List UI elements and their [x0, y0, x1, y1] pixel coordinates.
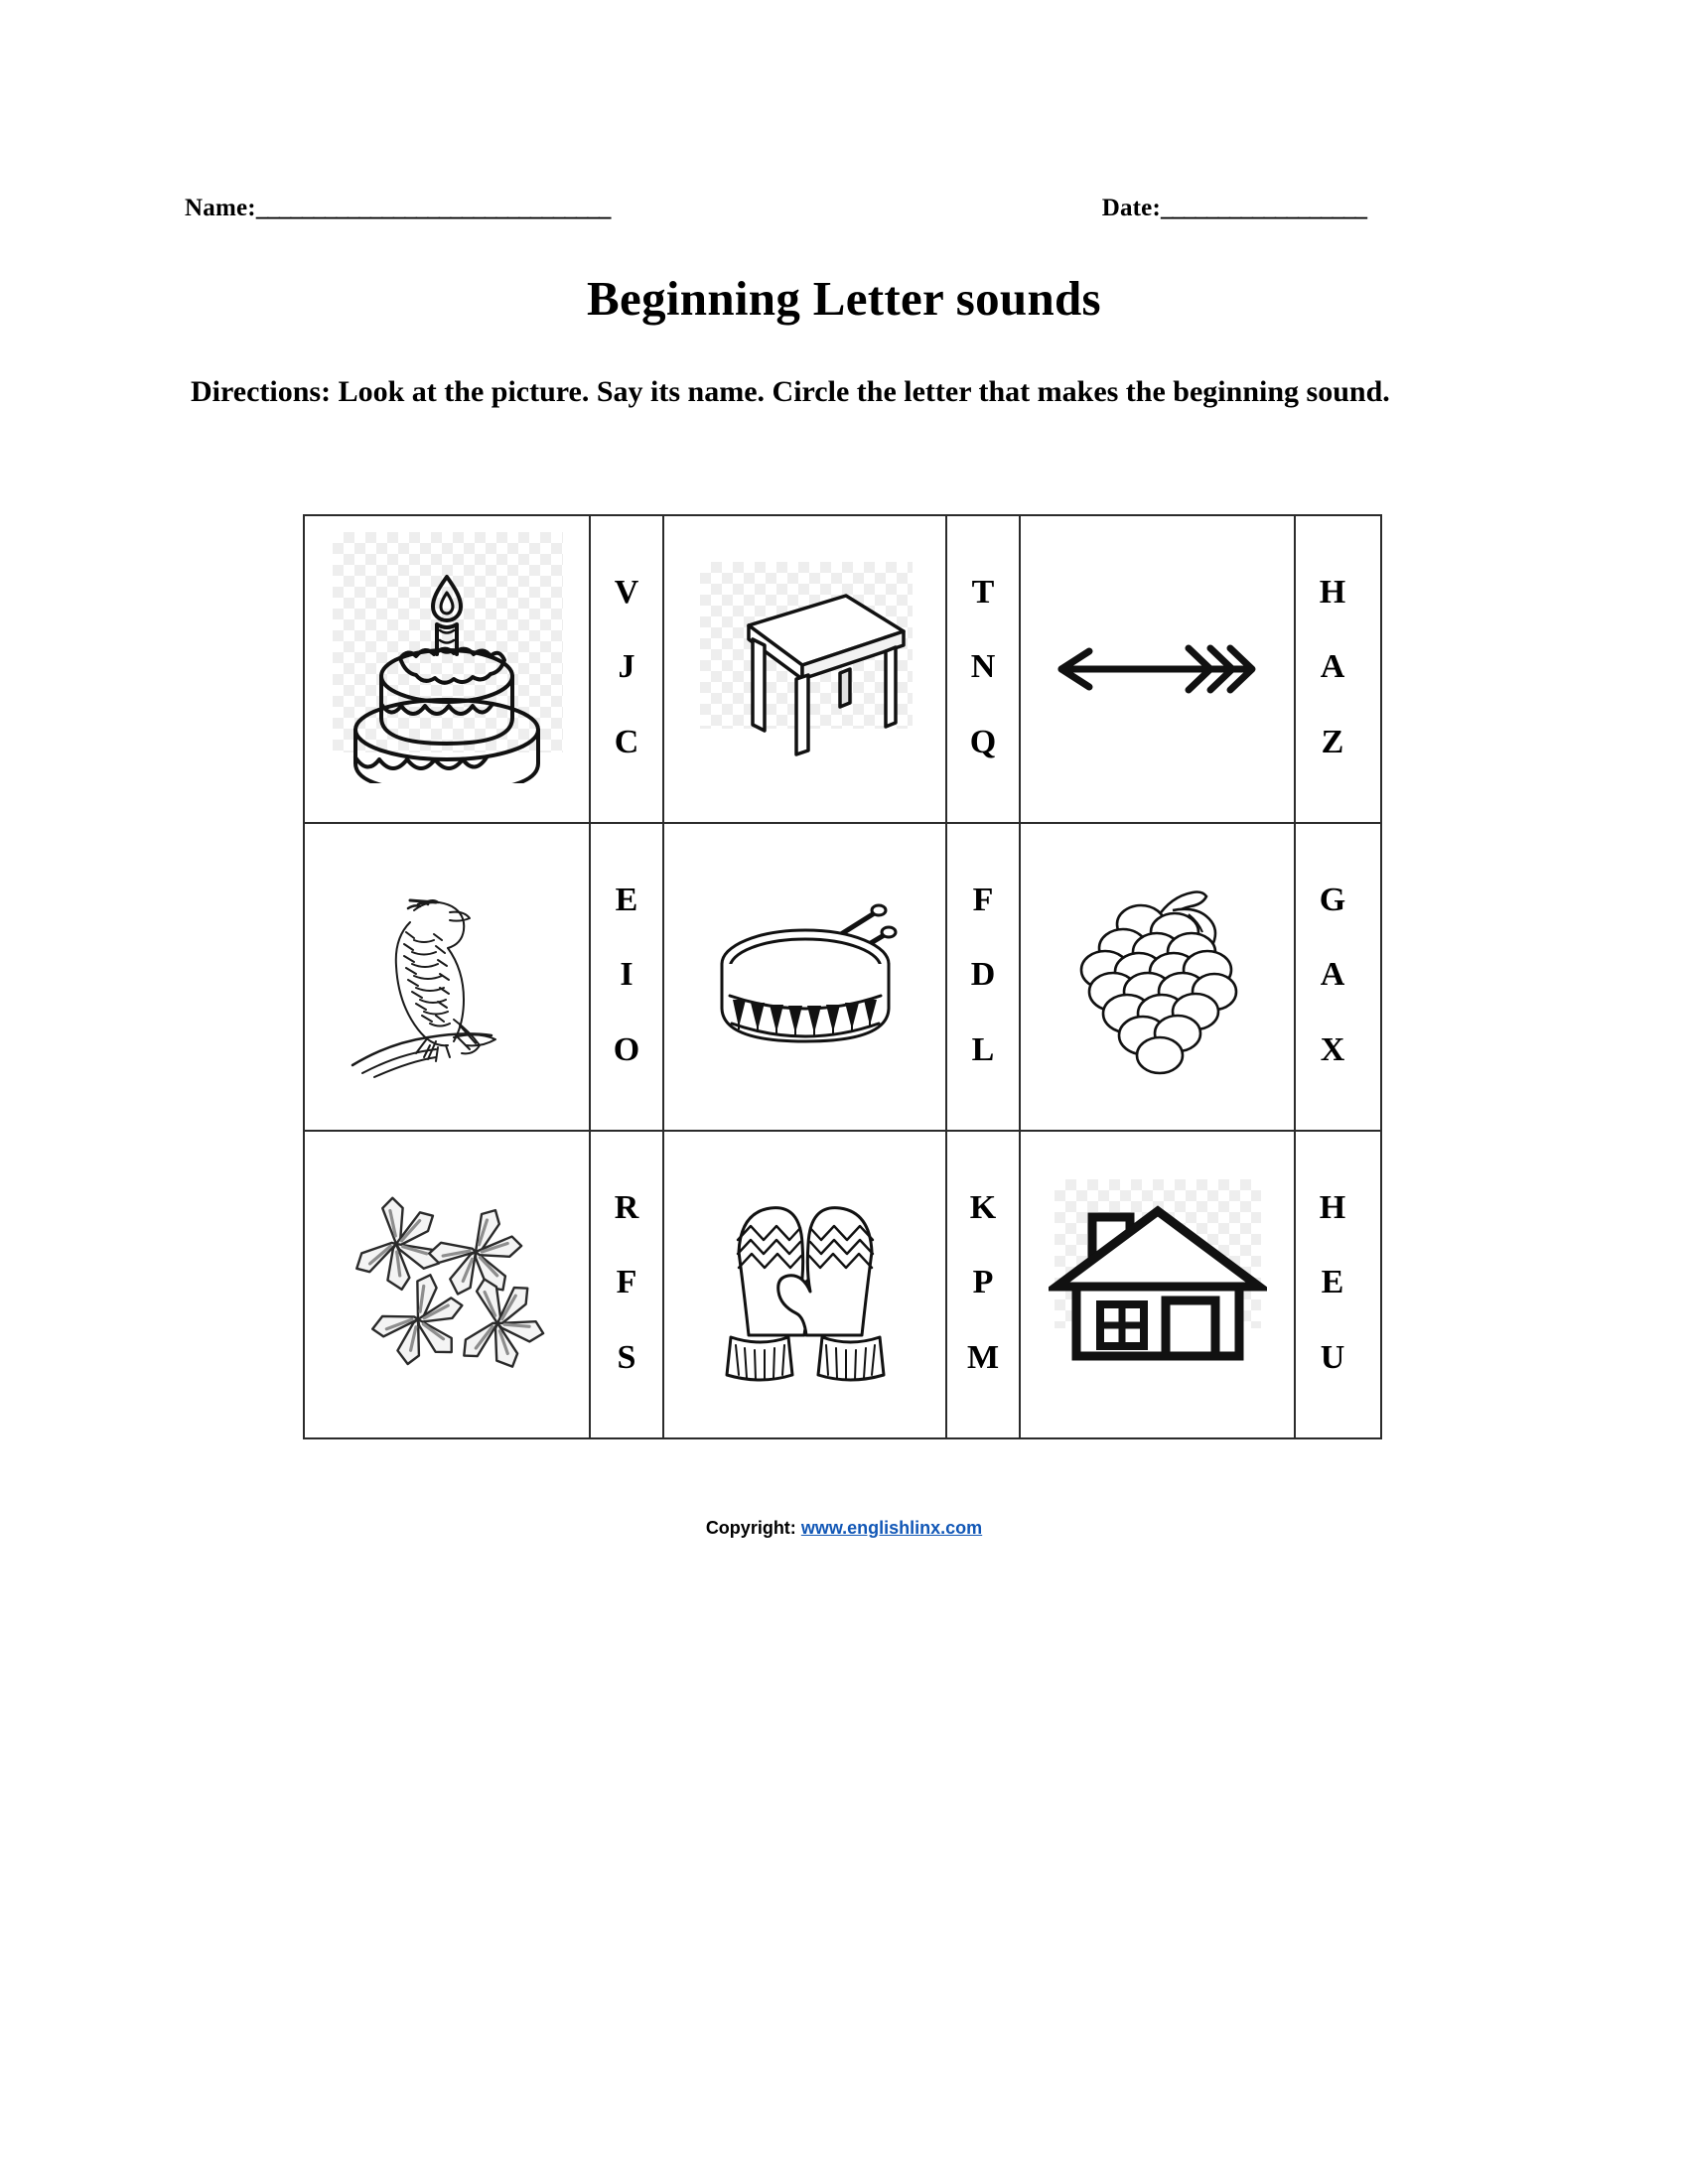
letter-option[interactable]: A	[1320, 648, 1345, 685]
englishlinx-link[interactable]: www.englishlinx.com	[800, 1518, 983, 1538]
table-row	[305, 1132, 1380, 1437]
letter-option[interactable]: U	[1320, 1338, 1345, 1376]
picture-cell-mittens	[664, 1132, 947, 1437]
date-blank-line[interactable]: __________________	[1161, 195, 1366, 221]
picture-cell-arrow	[1021, 516, 1296, 822]
picture-cell-house	[1021, 1132, 1296, 1437]
arrow-icon	[1044, 624, 1272, 714]
letter-option[interactable]: L	[971, 1030, 995, 1068]
grapes-icon	[1054, 871, 1262, 1084]
picture-cell-cake	[305, 516, 591, 822]
name-label: Name:	[185, 195, 256, 221]
letter-option[interactable]: V	[614, 573, 639, 611]
letter-option[interactable]: E	[615, 881, 638, 918]
letter-choices-grapes[interactable]	[1296, 824, 1369, 1130]
letter-option[interactable]: H	[1319, 1188, 1346, 1226]
letter-option[interactable]: Q	[969, 723, 997, 760]
flowers-icon	[333, 1178, 561, 1392]
letter-option[interactable]: R	[614, 1188, 639, 1226]
letter-option[interactable]: O	[613, 1030, 640, 1068]
copyright-label: Copyright:	[705, 1518, 796, 1538]
letter-choices-table[interactable]	[947, 516, 1021, 822]
letter-choices-arrow[interactable]	[1296, 516, 1369, 822]
drum-icon	[691, 873, 919, 1081]
letter-option[interactable]: K	[969, 1188, 997, 1226]
eagle-icon	[323, 871, 571, 1084]
letter-option[interactable]: Z	[1321, 723, 1344, 760]
copyright-footer	[0, 1518, 1688, 1539]
picture-cell-flowers	[305, 1132, 591, 1437]
letter-option[interactable]: F	[972, 881, 994, 918]
picture-cell-drum	[664, 824, 947, 1130]
picture-cell-table	[664, 516, 947, 822]
letter-option[interactable]: P	[972, 1264, 994, 1300]
birthday-cake-icon	[333, 555, 561, 783]
table-row	[305, 824, 1380, 1132]
letter-option[interactable]: H	[1319, 573, 1346, 611]
letter-option[interactable]: J	[618, 648, 635, 685]
house-icon	[1049, 1205, 1267, 1364]
name-blank-line[interactable]: _______________________________	[255, 195, 611, 221]
picture-cell-eagle	[305, 824, 591, 1130]
letter-option[interactable]: X	[1320, 1030, 1345, 1068]
picture-cell-grapes	[1021, 824, 1296, 1130]
letter-choices-drum[interactable]	[947, 824, 1021, 1130]
mittens-icon	[691, 1178, 919, 1392]
letter-choices-flowers[interactable]	[591, 1132, 664, 1437]
letter-option[interactable]: M	[966, 1338, 1000, 1376]
directions-text: Directions: Look at the picture. Say its name. Circle the letter that makes the beginning sound.	[191, 375, 1390, 408]
table-icon	[691, 580, 919, 758]
name-field[interactable]	[185, 195, 610, 222]
letter-option[interactable]: E	[1321, 1264, 1344, 1300]
table-row	[305, 516, 1380, 824]
worksheet-grid	[303, 514, 1382, 1439]
letter-option[interactable]: C	[614, 723, 639, 760]
letter-option[interactable]: S	[617, 1338, 636, 1376]
date-field[interactable]	[1102, 195, 1366, 222]
student-info-row	[185, 195, 1485, 234]
letter-choices-mittens[interactable]	[947, 1132, 1021, 1437]
letter-choices-house[interactable]	[1296, 1132, 1369, 1437]
letter-option[interactable]: G	[1319, 881, 1346, 918]
letter-option[interactable]: D	[970, 956, 996, 993]
page-title: Beginning Letter sounds	[587, 271, 1101, 326]
letter-choices-cake[interactable]	[591, 516, 664, 822]
letter-option[interactable]: N	[970, 648, 996, 685]
letter-choices-eagle[interactable]	[591, 824, 664, 1130]
letter-option[interactable]: I	[620, 956, 633, 993]
date-label: Date:	[1101, 195, 1161, 221]
letter-option[interactable]: A	[1320, 956, 1345, 993]
letter-option[interactable]: T	[971, 573, 995, 611]
letter-option[interactable]: F	[616, 1264, 637, 1300]
